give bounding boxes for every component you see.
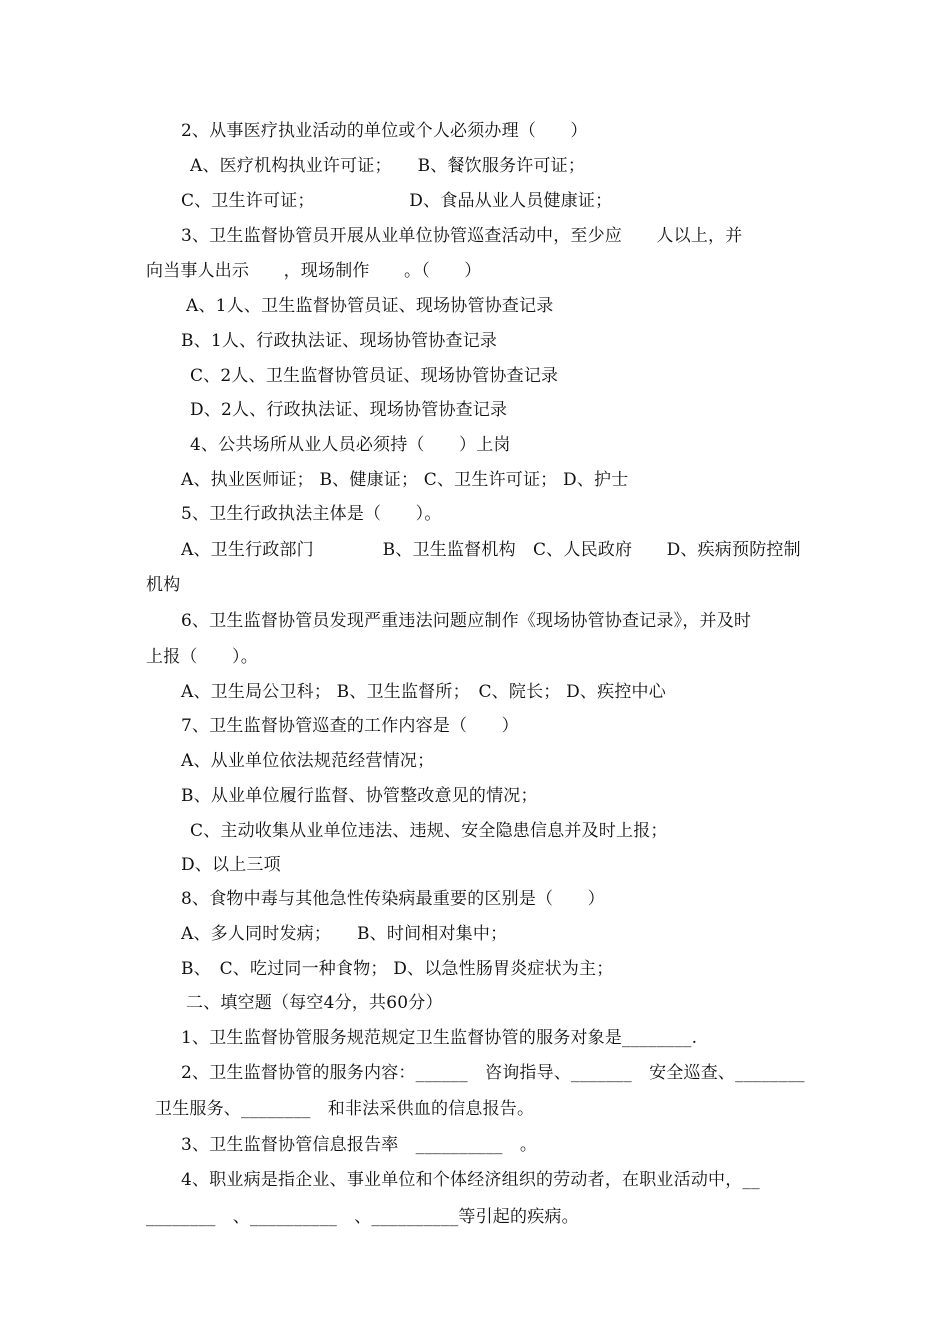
q6-options: A、卫生局公卫科； B、卫生监督所； C、院长； D、疾控中心 [181,682,666,702]
q7-option-d: D、以上三项 [181,855,281,875]
q8-options-cd: B、 C、吃过同一种食物； D、以急性肠胃炎症状为主； [181,959,614,979]
q7-option-a: A、从业单位依法规范经营情况； [181,751,435,771]
q5-options-line2: 机构 [146,575,181,595]
q4-options: A、执业医师证； B、健康证； C、卫生许可证； D、护士 [181,470,629,490]
q3-option-d: D、2人、行政执法证、现场协管协查记录 [190,400,508,420]
fill-q2-line2: 卫生服务、________ 和非法采供血的信息报告。 [155,1099,535,1119]
q7-stem: 7、卫生监督协管巡查的工作内容是（ ） [181,716,519,736]
section-fill-in-title: 二、填空题（每空4分，共60分） [186,993,443,1013]
q2-stem: 2、从事医疗执业活动的单位或个人必须办理（ ） [181,121,588,141]
fill-q4-line1: 4、职业病是指企业、事业单位和个体经济组织的劳动者，在职业活动中，__ [181,1170,760,1190]
fill-q1: 1、卫生监督协管服务规范规定卫生监督协管的服务对象是________. [181,1028,698,1048]
q2-options-ab: A、医疗机构执业许可证； B、餐饮服务许可证； [190,156,586,176]
q6-stem-line1: 6、卫生监督协管员发现严重违法问题应制作《现场协管协查记录》，并及时 [181,611,752,631]
q5-stem: 5、卫生行政执法主体是（ ）。 [181,504,442,524]
q2-options-cd: C、卫生许可证； D、食品从业人员健康证； [181,191,613,211]
q3-stem-line2: 向当事人出示 ，现场制作 。（ ） [146,261,482,281]
q3-option-a: A、1人、卫生监督协管员证、现场协管协查记录 [186,296,554,316]
q3-option-c: C、2人、卫生监督协管员证、现场协管协查记录 [190,366,559,386]
fill-q4-line2: ________ 、__________ 、__________等引起的疾病。 [146,1207,579,1227]
q7-option-c: C、主动收集从业单位违法、违规、安全隐患信息并及时上报； [190,821,668,841]
q3-stem-line1: 3、卫生监督协管员开展从业单位协管巡查活动中，至少应 人以上，并 [181,226,743,246]
q7-option-b: B、从业单位履行监督、协管整改意见的情况； [181,786,538,806]
q8-stem: 8、食物中毒与其他急性传染病最重要的区别是（ ） [181,889,605,909]
q8-options-ab: A、多人同时发病； B、时间相对集中； [181,924,508,944]
q3-option-b: B、1人、行政执法证、现场协管协查记录 [181,331,498,351]
q6-stem-line2: 上报（ ）。 [146,647,258,667]
q5-options-line1: A、卫生行政部门 B、卫生监督机构 C、人民政府 D、疾病预防控制 [181,540,801,560]
q4-stem: 4、公共场所从业人员必须持（ ）上岗 [190,435,511,455]
fill-q3: 3、卫生监督协管信息报告率 __________ 。 [181,1135,538,1155]
fill-q2-line1: 2、卫生监督协管的服务内容：______ 咨询指导、_______ 安全巡查、________ [181,1063,805,1083]
